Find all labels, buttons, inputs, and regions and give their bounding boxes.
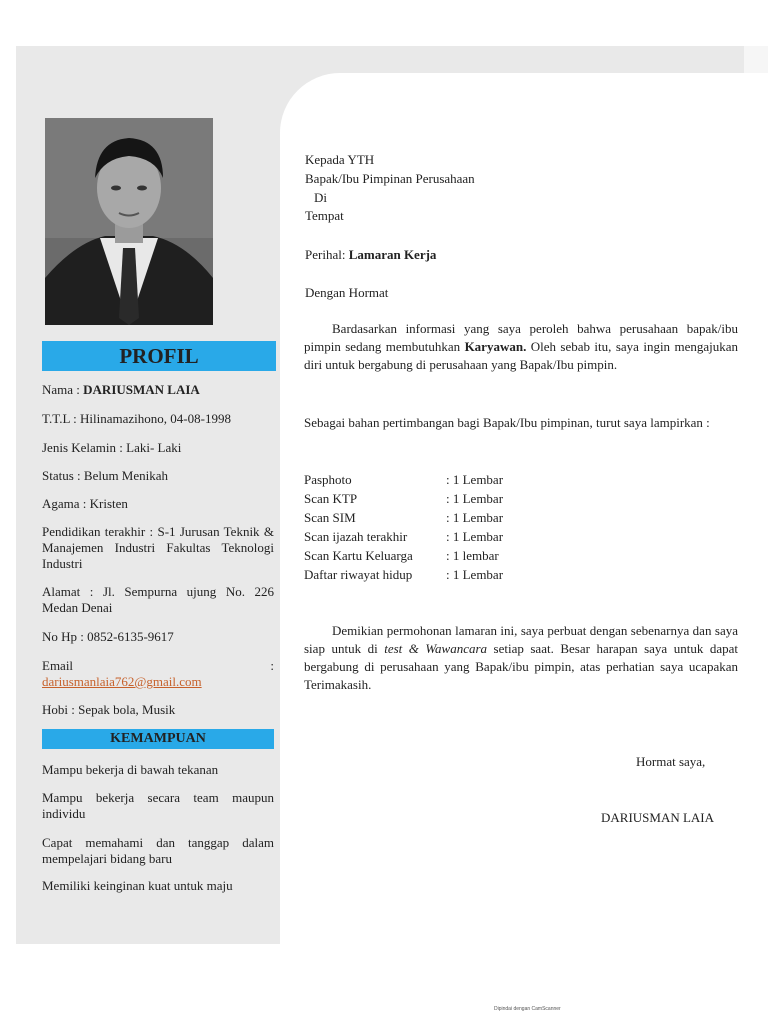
profile-photo (45, 118, 213, 325)
attachment-label: Scan KTP (304, 491, 358, 506)
para3-text: Demikian permohonan lamaran ini, saya perbuat dengan sebenarnya dan saya siap untuk di (304, 623, 738, 656)
attachment-row (304, 546, 564, 565)
letter-paragraph-2: Sebagai bahan pertimbangan bagi Bapak/Ibu pimpinan, turut saya lampirkan : (304, 415, 710, 430)
attachment-row (304, 508, 564, 527)
recipient-line: Bapak/Ibu Pimpinan Perusahaan (305, 171, 475, 186)
attachment-label: Scan ijazah terakhir (304, 529, 408, 544)
attachment-value: : 1 Lembar (446, 510, 504, 525)
attachment-value: : 1 Lembar (446, 567, 504, 582)
recipient-line: Tempat (305, 208, 344, 223)
name-value: DARIUSMAN LAIA (83, 382, 200, 397)
skill-item: Memiliki keinginan kuat untuk maju (42, 878, 233, 893)
profile-email (42, 658, 274, 690)
subject-line (305, 246, 436, 264)
attachment-row (304, 470, 564, 489)
profile-education: Pendidikan terakhir : S-1 Jurusan Teknik & Manajemen Industri Fakultas Teknologi Industri (42, 524, 274, 571)
para1-emphasis: Karyawan. (464, 339, 527, 354)
attachment-row (304, 527, 564, 546)
skill-item: Mampu bekerja secara team maupun individu (42, 790, 274, 821)
email-label: Email (42, 658, 74, 673)
letter-paragraph-3 (304, 622, 738, 694)
subject-value: Lamaran Kerja (348, 247, 437, 262)
profile-gender: Jenis Kelamin : Laki- Laki (42, 440, 182, 455)
attachment-label: Scan SIM (304, 510, 356, 525)
greeting: Dengan Hormat (305, 285, 389, 300)
name-label: Nama : (42, 382, 84, 397)
recipient-line: Kepada YTH (305, 152, 375, 167)
email-colon: : (270, 658, 274, 673)
letter-paragraph-1 (304, 320, 738, 374)
attachment-value: : 1 Lembar (446, 491, 504, 506)
attachment-value: : 1 lembar (446, 548, 499, 563)
attachment-value: : 1 Lembar (446, 529, 504, 544)
signature-name: DARIUSMAN LAIA (601, 810, 715, 825)
person-portrait-icon (45, 118, 213, 325)
para1-text: Bardasarkan informasi yang saya peroleh bahwa perusahaan bapak/ibu pimpin sedang membutuhkan (304, 321, 738, 354)
attachment-value: : 1 Lembar (446, 472, 504, 487)
profile-ttl: T.T.L : Hilinamazihono, 04-08-1998 (42, 411, 231, 426)
profil-section-title: PROFIL (42, 341, 276, 371)
subject-label: Perihal: (305, 247, 349, 262)
attachment-row (304, 489, 564, 508)
recipient-line: Di (314, 190, 327, 205)
para3-emphasis: test & Wawancara (384, 641, 488, 656)
skill-item: Mampu bekerja di bawah tekanan (42, 762, 219, 777)
scan-watermark: Dipindai dengan CamScanner (494, 1006, 561, 1012)
para3-text-end: setiap saat. Besar harapan saya untuk dapat bergabung di perusahaan yang Bapak/ibu pimpin, atas perhatian saya ucapakan Terimakasih. (304, 641, 738, 692)
attachment-row (304, 565, 564, 584)
profile-name (42, 382, 274, 398)
profile-phone: No Hp : 0852-6135-9617 (42, 629, 174, 644)
attachment-label: Daftar riwayat hidup (304, 567, 413, 582)
profile-religion: Agama : Kristen (42, 496, 128, 511)
para1-text-end: Oleh sebab itu, saya ingin mengajukan diri untuk bergabung di perusahaan yang Bapak/Ibu pimpin. (304, 339, 739, 372)
email-link[interactable]: dariusmanlaia762@gmail.com (42, 674, 202, 689)
profile-address: Alamat : Jl. Sempurna ujung No. 226 Medan Denai (42, 584, 274, 615)
profile-status: Status : Belum Menikah (42, 468, 169, 483)
skill-item: Capat memahami dan tanggap dalam mempelajari bidang baru (42, 835, 274, 866)
attachment-label: Scan Kartu Keluarga (304, 548, 413, 563)
attachment-label: Pasphoto (304, 472, 352, 487)
skills-section-title: KEMAMPUAN (42, 729, 274, 749)
closing: Hormat saya, (636, 754, 706, 769)
profile-hobby: Hobi : Sepak bola, Musik (42, 702, 176, 717)
